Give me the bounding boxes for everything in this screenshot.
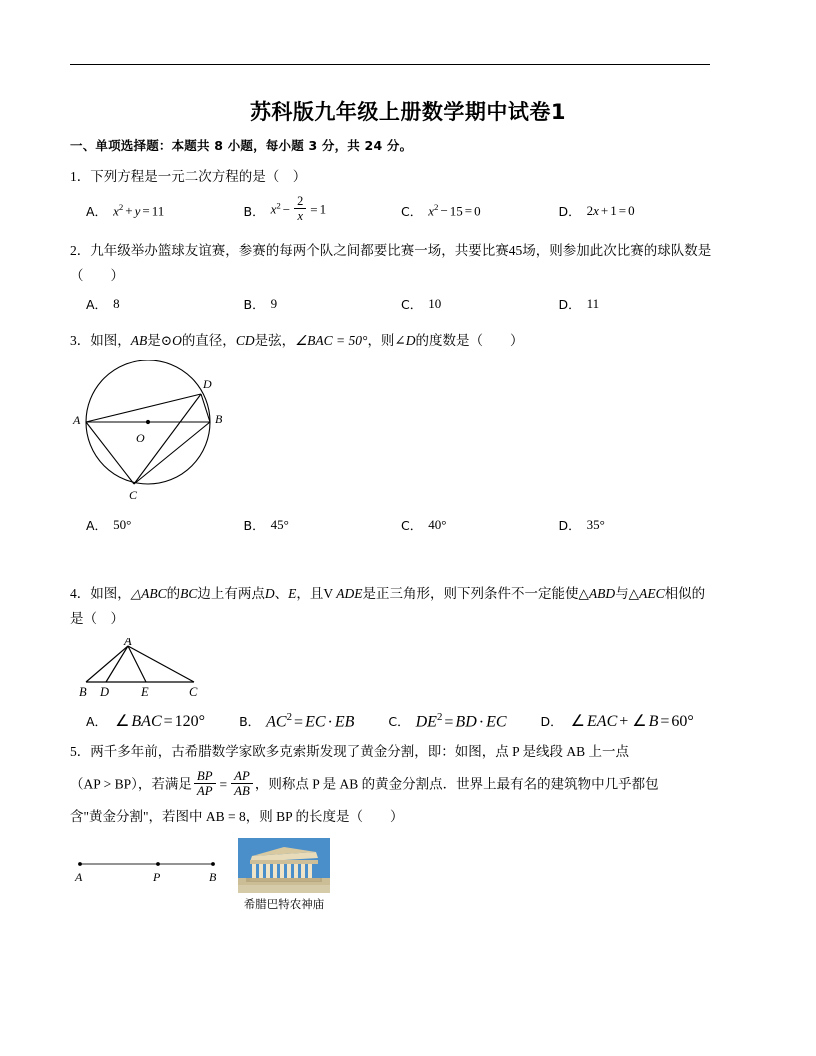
point-d-label: D	[264, 586, 275, 602]
question-4-number: 4．	[70, 586, 91, 602]
question-5-line-2: （AP > BP），若满足 $\frac{BP}{AP}$ = $\frac{AP}{AB}$ ，则称点 P 是 AB 的黄金分割点．世界上最有名的建筑物中几乎都包	[70, 768, 659, 799]
option-label: C．	[401, 297, 423, 313]
chord-cd-label: CD	[235, 333, 255, 349]
triangle-abc-label: △ABC	[130, 586, 167, 602]
option-expression: ∠ EAC + ∠ B = 60°	[570, 713, 694, 731]
option-4-A[interactable]	[86, 711, 205, 731]
question-1	[70, 165, 716, 190]
option-value: 35°	[586, 517, 605, 533]
segment-diagram	[70, 852, 220, 886]
option-expression: $x^2 + y = 11$	[113, 201, 165, 219]
circle-diagram	[70, 360, 260, 505]
label-a: A	[124, 638, 132, 649]
option-value: 11	[586, 296, 600, 312]
option-label: D．	[558, 297, 581, 313]
question-2-text: 九年级举办篮球友谊赛，参赛的每两个队之间都要比赛一场，共要比赛45场，则参加此次比赛的球队数是（ ）	[70, 243, 712, 284]
columns	[252, 864, 312, 879]
label-d: D	[100, 685, 110, 700]
center-o-label: O	[172, 333, 182, 349]
segment-ab-label: AB	[130, 333, 148, 349]
option-expression: $AC^2$ = EC · EB	[266, 711, 355, 731]
question-1-text: 下列方程是一元二次方程的是（ ）	[90, 169, 307, 184]
question-4-text-g: 与△	[615, 586, 640, 602]
option-expression: $x^2$ − $\frac{2}{x}$ = 1	[270, 194, 327, 224]
option-2-C[interactable]	[401, 295, 559, 313]
option-value: 50°	[113, 517, 132, 533]
point-d-label: D	[405, 333, 416, 349]
option-label: B．	[239, 714, 261, 730]
option-1-C[interactable]	[401, 196, 559, 225]
option-label: D．	[540, 714, 563, 730]
question-3-text-c: 的直径，	[181, 333, 236, 349]
option-label: A．	[86, 297, 108, 313]
question-4-text-c: 边上有两点	[197, 586, 265, 602]
question-2-options	[70, 295, 716, 313]
fraction-numerator: BP	[194, 769, 216, 785]
option-label: A．	[86, 714, 108, 730]
option-label: D．	[558, 518, 581, 534]
option-3-B[interactable]	[244, 516, 402, 534]
question-5-line-2-post: ，则称点 P 是 AB 的黄金分割点．世界上最有名的建筑物中几乎都包	[254, 776, 659, 792]
label-a: A	[75, 869, 83, 884]
question-4-text-e: ，且V	[296, 586, 337, 602]
side-bc-label: BC	[180, 586, 198, 602]
triangle-diagram	[70, 638, 220, 700]
option-label: D．	[558, 203, 581, 219]
option-2-A[interactable]	[86, 295, 244, 313]
option-4-D[interactable]	[541, 711, 694, 731]
question-1-number: 1．	[70, 169, 91, 184]
triangle-ade-label: ADE	[336, 586, 363, 602]
point-p-dot	[156, 862, 160, 866]
label-a: A	[73, 413, 81, 428]
option-label: C．	[401, 203, 423, 219]
fraction-numerator: AP	[231, 769, 253, 785]
question-5-figure	[70, 838, 716, 912]
question-4-text-h: 相似的是（ ）	[70, 586, 706, 627]
label-b: B	[79, 685, 87, 700]
question-3-text-b: 是⊙	[147, 333, 173, 349]
point-e-label: E	[288, 586, 297, 602]
parthenon-figure	[238, 838, 330, 912]
option-label: A．	[86, 518, 108, 534]
option-value: 8	[113, 296, 120, 312]
option-value: 9	[270, 296, 278, 312]
option-3-C[interactable]	[401, 516, 559, 534]
line-ad	[106, 646, 128, 682]
label-p: P	[153, 869, 161, 884]
line-ab	[86, 646, 128, 682]
line-ac	[128, 646, 194, 682]
option-value: 45°	[270, 517, 289, 533]
option-4-B[interactable]	[239, 711, 354, 731]
option-label: B．	[243, 518, 265, 534]
question-3-figure	[70, 360, 716, 510]
question-5-line-1: 两千多年前，古希腊数学家欧多克索斯发现了黄金分割，即：如图，点 P 是线段 AB 上一点	[90, 743, 630, 759]
option-value: 40°	[428, 517, 447, 533]
label-b: B	[209, 869, 217, 884]
question-1-options	[70, 196, 716, 225]
spacer	[70, 536, 716, 582]
point-b-dot	[211, 862, 215, 866]
option-value: 10	[428, 296, 442, 312]
question-5-number: 5．	[70, 743, 91, 759]
angle-bac-value: ∠BAC = 50°	[295, 333, 368, 349]
question-4-figure	[70, 638, 716, 705]
question-4-text-f: 是正三角形，则下列条件不一定能使△	[362, 586, 589, 602]
option-expression: 2x + 1 = 0	[586, 202, 635, 218]
header-rule	[70, 64, 710, 65]
label-c: C	[129, 488, 138, 503]
entablature	[250, 860, 318, 864]
question-4	[70, 582, 716, 632]
fraction-ap-ab	[231, 769, 253, 800]
fraction-denominator: AP	[196, 784, 213, 799]
point-a-dot	[78, 862, 82, 866]
label-d: D	[203, 377, 212, 392]
question-5-line-3-text: 含"黄金分割"，若图中 AB = 8，则 BP 的长度是（ ）	[70, 808, 404, 824]
fraction-bp-ap	[194, 769, 216, 800]
section-heading: 一、单项选择题：本题共 8 小题，每小题 3 分，共 24 分。	[70, 138, 413, 153]
option-label: A．	[86, 203, 108, 219]
option-1-D[interactable]	[559, 196, 717, 225]
question-3	[70, 329, 716, 354]
question-2-number: 2．	[70, 243, 91, 259]
option-3-D[interactable]	[559, 516, 717, 534]
question-4-options	[70, 711, 716, 731]
option-label: B．	[243, 203, 265, 219]
question-3-text-a: 如图，	[90, 333, 131, 349]
question-3-text-d: 是弦，	[254, 333, 296, 349]
question-5	[70, 740, 716, 765]
fraction-denominator: AB	[234, 784, 250, 799]
label-b: B	[215, 412, 223, 427]
question-2	[70, 239, 716, 289]
option-2-D[interactable]	[559, 295, 717, 313]
question-5-line-2-pre: （AP > BP），若满足	[70, 776, 192, 792]
parthenon-caption: 希腊巴特农神庙	[243, 896, 325, 911]
line-cb	[134, 422, 210, 484]
base	[250, 878, 320, 881]
parthenon-illustration	[238, 838, 330, 893]
option-4-C[interactable]	[388, 711, 506, 731]
triangle-aec-label: AEC	[639, 586, 665, 602]
question-4-text-b: 的	[166, 586, 181, 602]
question-3-text-f: 的度数是（ ）	[415, 333, 524, 349]
line-ac	[86, 422, 134, 484]
option-label: B．	[243, 297, 265, 313]
question-3-text-e: ，则∠	[367, 333, 406, 349]
question-5-line-3	[70, 805, 716, 830]
label-e: E	[141, 685, 149, 700]
label-c: C	[189, 685, 198, 700]
option-3-A[interactable]	[86, 516, 244, 534]
question-4-text-a: 如图，	[90, 586, 131, 602]
option-expression: ∠ BAC = 120°	[115, 713, 206, 731]
option-expression: $x^2 - 15 = 0$	[428, 201, 481, 219]
parthenon-photo	[238, 838, 330, 893]
question-4-text-d: 、	[274, 586, 289, 602]
option-1-B[interactable]	[244, 196, 402, 225]
option-expression: $DE^2$ = BD · EC	[415, 711, 507, 731]
question-3-options	[70, 516, 716, 534]
exam-content	[70, 136, 716, 912]
label-o: O	[136, 431, 145, 446]
question-3-number: 3．	[70, 333, 91, 349]
page-title: 苏科版九年级上册数学期中试卷1	[249, 100, 567, 124]
option-label: C．	[388, 714, 410, 730]
option-label: C．	[401, 518, 423, 534]
triangle-abd-label: ABD	[588, 586, 616, 602]
option-1-A[interactable]	[86, 196, 244, 225]
option-2-B[interactable]	[244, 295, 402, 313]
foreground	[238, 885, 330, 893]
